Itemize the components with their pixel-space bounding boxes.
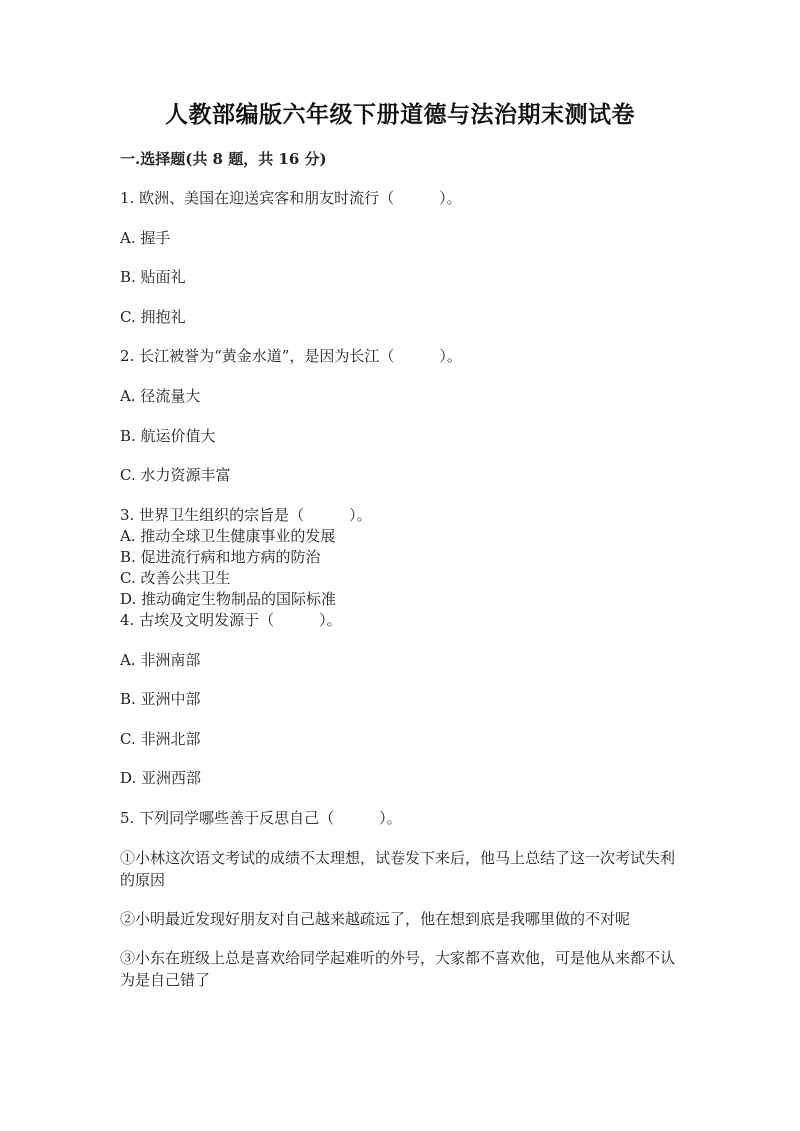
- question-3-option-c: C. 改善公共卫生: [120, 569, 231, 587]
- question-2-option-b: B. 航运价值大: [120, 427, 216, 445]
- question-4-option-d: D. 亚洲西部: [120, 769, 202, 787]
- question-1-option-b: B. 贴面礼: [120, 268, 186, 286]
- question-3-option-a: A. 推动全球卫生健康事业的发展: [120, 527, 336, 545]
- question-2-option-c: C. 水力资源丰富: [120, 466, 231, 484]
- question-4-option-c: C. 非洲北部: [120, 730, 201, 748]
- question-5-statement-3: ③小东在班级上总是喜欢给同学起难听的外号，大家都不喜欢他，可是他从来都不认为是自己错了: [120, 949, 676, 989]
- question-2-stem: 2. 长江被誉为“黄金水道”，是因为长江（ ）。: [120, 347, 462, 365]
- question-3-option-d: D. 推动确定生物制品的国际标准: [120, 590, 337, 608]
- question-4-option-b: B. 亚洲中部: [120, 690, 201, 708]
- question-1-stem: 1. 欧洲、美国在迎送宾客和朋友时流行（ ）。: [120, 189, 462, 207]
- question-3-stem: 3. 世界卫生组织的宗旨是（ ）。: [120, 506, 372, 524]
- question-3-option-b: B. 促进流行病和地方病的防治: [120, 548, 321, 566]
- question-1-option-a: A. 握手: [120, 229, 171, 247]
- question-5-statement-2: ②小明最近发现好朋友对自己越来越疏远了，他在想到底是我哪里做的不对呢: [120, 910, 631, 928]
- question-5-statement-1: ①小林这次语文考试的成绩不太理想，试卷发下来后，他马上总结了这一次考试失利的原因: [120, 849, 676, 889]
- question-4-option-a: A. 非洲南部: [120, 651, 201, 669]
- section-heading: 一.选择题(共 8 题，共 16 分): [120, 150, 327, 168]
- question-1-option-c: C. 拥抱礼: [120, 308, 186, 326]
- question-4-stem: 4. 古埃及文明发源于（ ）。: [120, 611, 342, 629]
- page-title: 人教部编版六年级下册道德与法治期末测试卷: [165, 101, 635, 128]
- question-5-stem: 5. 下列同学哪些善于反思自己（ ）。: [120, 809, 402, 827]
- question-2-option-a: A. 径流量大: [120, 387, 201, 405]
